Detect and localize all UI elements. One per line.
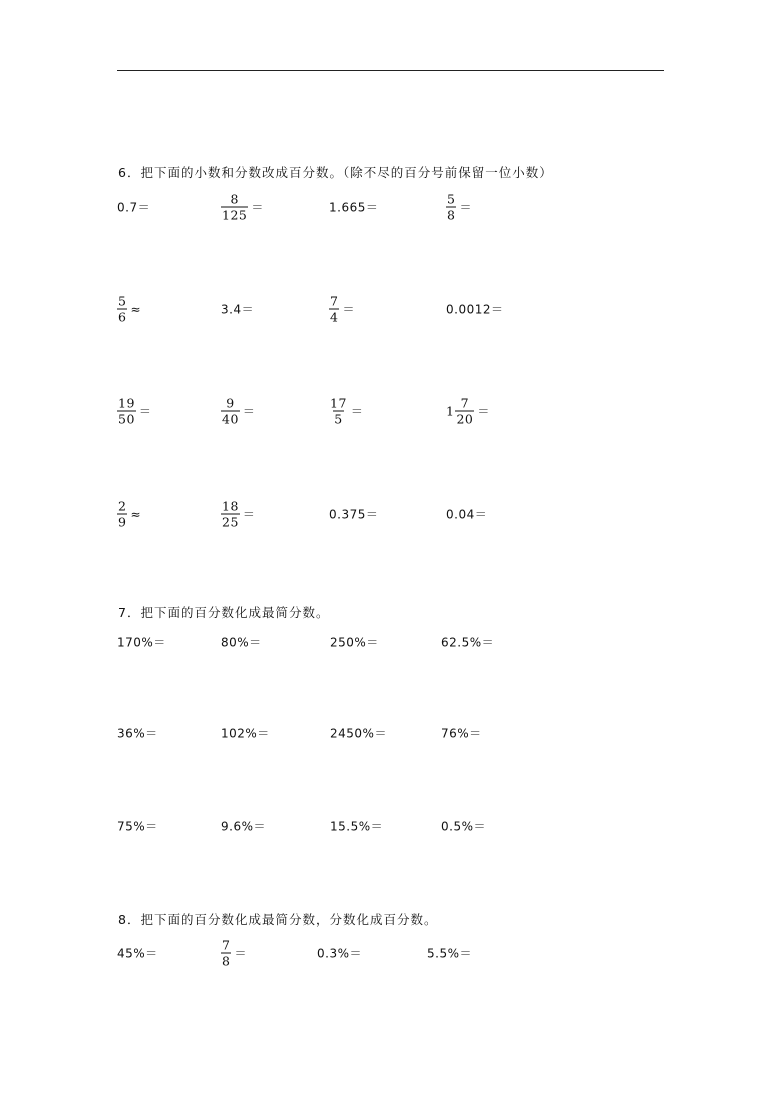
fraction (117, 294, 127, 325)
exercise-item (221, 634, 262, 651)
exercise-item (117, 199, 150, 216)
exercise-item (117, 396, 151, 427)
exercise-item (117, 725, 158, 742)
exercise-item (329, 199, 378, 216)
expression-text: 80%＝ (221, 635, 262, 650)
expression-text: 36%＝ (117, 726, 158, 741)
expression-text: 1.665＝ (329, 200, 379, 215)
exercise-item (329, 294, 355, 325)
fraction-denominator: 20 (456, 411, 474, 427)
exercise-item (221, 938, 247, 969)
expression-text: 9.6%＝ (221, 819, 266, 834)
expression-text: 76%＝ (441, 726, 482, 741)
fraction (221, 499, 240, 530)
exercise-item (441, 725, 482, 742)
fraction-numerator: 9 (226, 395, 235, 411)
fraction (329, 396, 348, 427)
expression-text: 0.375＝ (329, 507, 379, 522)
relation-symbol: ＝ (459, 200, 472, 215)
expression-text: 0.3%＝ (317, 946, 362, 961)
expression-text: 15.5%＝ (330, 819, 384, 834)
fraction-numerator: 18 (222, 498, 239, 514)
exercise-item (446, 396, 490, 427)
relation-symbol: ＝ (242, 404, 256, 419)
header-rule (117, 70, 664, 71)
expression-text: 0.0012＝ (446, 302, 504, 317)
fraction-denominator: 25 (222, 514, 239, 530)
exercise-item (117, 818, 158, 835)
fraction-numerator: 17 (330, 395, 347, 411)
fraction (329, 294, 339, 325)
expression-text: 250%＝ (330, 635, 379, 650)
expression-text: 0.04＝ (446, 507, 488, 522)
expression-text: 0.7＝ (117, 200, 151, 215)
exercise-item (117, 499, 141, 530)
exercise-item (446, 301, 504, 318)
exercise-item (221, 192, 264, 223)
fraction-numerator: 5 (447, 191, 456, 207)
exercise-item (330, 634, 379, 651)
relation-symbol: ＝ (251, 200, 264, 215)
exercise-item (441, 634, 494, 651)
relation-symbol: ≈ (130, 507, 142, 521)
fraction-numerator: 7 (330, 293, 339, 309)
fraction (117, 499, 127, 530)
exercise-item (117, 294, 141, 325)
relation-symbol: ＝ (242, 507, 256, 522)
exercise-item (330, 818, 383, 835)
fraction-denominator: 5 (334, 411, 343, 427)
expression-text: 170%＝ (117, 635, 166, 650)
expression-text: 75%＝ (117, 819, 158, 834)
expression-text: 2450%＝ (330, 726, 387, 741)
fraction (221, 938, 231, 969)
exercise-item (330, 725, 387, 742)
exercise-item (317, 945, 362, 962)
fraction-numerator: 19 (118, 395, 135, 411)
fraction-numerator: 2 (118, 498, 127, 514)
fraction-denominator: 8 (222, 953, 231, 969)
fraction-denominator: 8 (447, 207, 456, 223)
expression-text: 0.5%＝ (441, 819, 486, 834)
relation-symbol: ＝ (138, 404, 152, 419)
section-7-heading: 7．把下面的百分数化成最简分数。 (118, 605, 330, 620)
relation-symbol: ≈ (130, 302, 142, 316)
section-6-heading: 6．把下面的小数和分数改成百分数。（除不尽的百分号前保留一位小数） (118, 165, 553, 180)
fraction-numerator: 7 (222, 937, 231, 953)
section-8-heading: 8．把下面的百分数化成最简分数，分数化成百分数。 (118, 912, 438, 927)
fraction-denominator: 9 (118, 514, 127, 530)
expression-text: 3.4＝ (221, 302, 255, 317)
fraction (221, 396, 240, 427)
expression-text: 45%＝ (117, 946, 158, 961)
relation-symbol: ＝ (477, 404, 490, 419)
fraction-denominator: 6 (118, 309, 127, 325)
fraction-numerator: 7 (460, 395, 470, 411)
relation-symbol: ＝ (342, 302, 355, 317)
exercise-item (329, 396, 363, 427)
expression-text: 5.5%＝ (427, 946, 472, 961)
fraction-denominator: 50 (118, 411, 135, 427)
exercise-item (446, 192, 472, 223)
fraction (117, 396, 136, 427)
exercise-item (221, 499, 255, 530)
fraction (446, 192, 456, 223)
fraction-numerator: 8 (230, 191, 239, 207)
fraction-denominator: 4 (330, 309, 339, 325)
fraction-denominator: 40 (222, 411, 239, 427)
expression-text: 102%＝ (221, 726, 270, 741)
relation-symbol: ＝ (350, 404, 364, 419)
exercise-item (441, 818, 486, 835)
exercise-item (117, 634, 166, 651)
exercise-item (446, 506, 487, 523)
exercise-item (221, 725, 270, 742)
fraction (455, 396, 474, 427)
exercise-item (221, 818, 266, 835)
fraction-denominator: 125 (222, 207, 248, 223)
exercise-item (329, 506, 378, 523)
exercise-item (117, 945, 158, 962)
exercise-item (221, 396, 255, 427)
exercise-item (427, 945, 472, 962)
relation-symbol: ＝ (234, 946, 247, 961)
expression-text: 62.5%＝ (441, 635, 495, 650)
mixed-whole: 1 (446, 403, 455, 419)
fraction-numerator: 5 (118, 293, 127, 309)
fraction (221, 192, 248, 223)
exercise-item (221, 301, 254, 318)
